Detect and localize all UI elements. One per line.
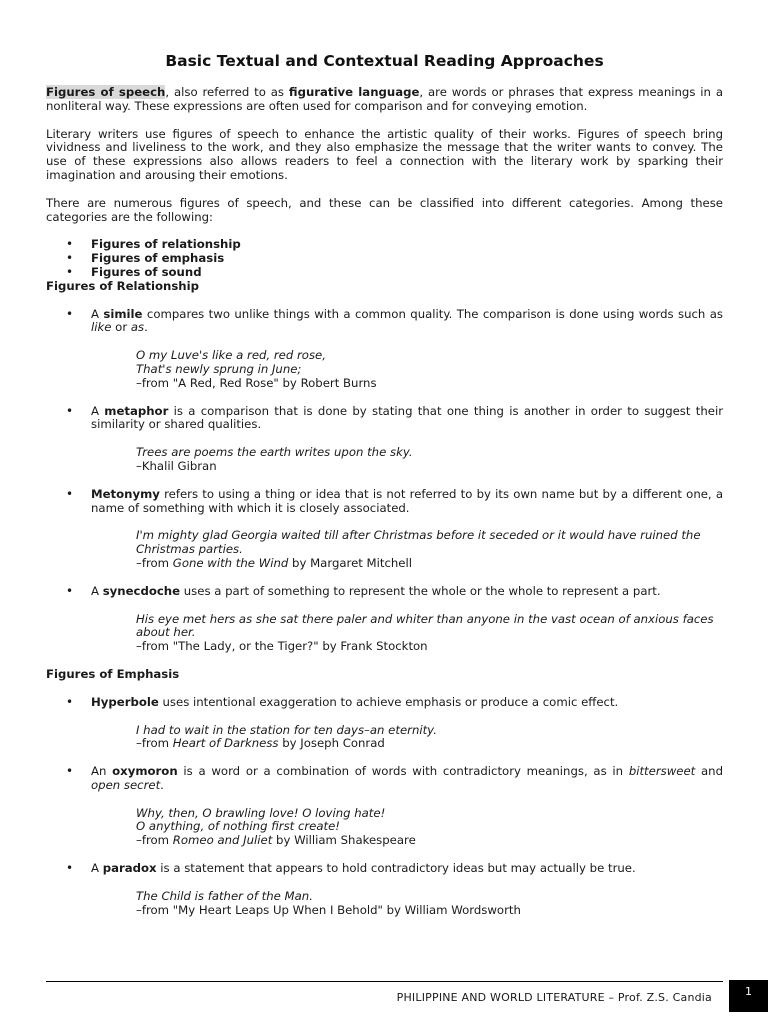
footer-divider xyxy=(46,981,723,982)
list-item: • Figures of sound xyxy=(46,266,723,280)
quote-source: –from "My Heart Leaps Up When I Behold" by William Wordsworth xyxy=(136,902,521,917)
page-number: 1 xyxy=(745,985,752,998)
example-quote: I'm mighty glad Georgia waited till after Christmas before it seceded or it would have ruined the Christmas parties. –from Gone with the Wind by Margaret Mitchell xyxy=(91,529,723,570)
list-item-metaphor: • A metaphor is a comparison that is done by stating that one thing is another in order to suggest their similarity or shared qualities. Trees are poems the earth writes upon the sky. –Khalil Gibran xyxy=(46,405,723,474)
quote-source: –from Gone with the Wind by Margaret Mitchell xyxy=(136,555,412,570)
list-item-paradox: • A paradox is a statement that appears to hold contradictory ideas but may actually be true. The Child is father of the Man. –from "My Heart Leaps Up When I Behold" by William Wordsworth xyxy=(46,862,723,917)
term-figures-of-speech: Figures of speech xyxy=(46,85,166,99)
example-quote: His eye met hers as she sat there paler and whiter than anyone in the vast ocean of anxious faces about her. –from "The Lady, or the Tiger?" by Frank Stockton xyxy=(91,613,723,654)
page-content xyxy=(46,52,723,931)
list-item-simile: • A simile compares two unlike things with a common quality. The comparison is done using words such as like or as. O my Luve's like a red, red rose, That's newly sprung in June; –from "A Red, Red Rose" by Robert Burns xyxy=(46,308,723,391)
section-heading-relationship: Figures of Relationship xyxy=(46,278,199,293)
list-item-hyperbole: • Hyperbole uses intentional exaggeration to achieve emphasis or produce a comic effect. I had to wait in the station for ten days–an eternity. –from Heart of Darkness by Joseph Conrad xyxy=(46,696,723,751)
page-title: Basic Textual and Contextual Reading Approaches xyxy=(165,52,604,70)
term-figurative-language: figurative language xyxy=(288,85,420,99)
list-item-metonymy: • Metonymy refers to using a thing or idea that is not referred to by its own name but by a different one, a name of something with which it is closely associated. I'm mighty glad Georgia waited till after Christmas before it seceded or it would have ruined the Christmas parties. –from Gone with the Wind by Margaret Mitchell xyxy=(46,488,723,571)
quote-source: –from Heart of Darkness by Joseph Conrad xyxy=(136,736,385,751)
example-quote: O my Luve's like a red, red rose, That's newly sprung in June; –from "A Red, Red Rose" by Robert Burns xyxy=(91,349,723,390)
category-list xyxy=(46,238,723,279)
footer-text: PHILIPPINE AND WORLD LITERATURE – Prof. Z.S. Candia xyxy=(396,991,712,1004)
intro-paragraph-1: Figures of speech, also referred to as figurative language, are words or phrases that express meanings in a nonliteral way. These expressions are often used for comparison and for conveying emotion. xyxy=(46,85,723,113)
example-quote: The Child is father of the Man. –from "My Heart Leaps Up When I Behold" by William Wordsworth xyxy=(91,890,723,918)
list-item-oxymoron: • An oxymoron is a word or a combination of words with contradictory meanings, as in bittersweet and open secret. Why, then, O brawling love! O loving hate! O anything, of nothing first create! –from Romeo and Juliet by William Shakespeare xyxy=(46,765,723,848)
example-quote: Why, then, O brawling love! O loving hate! O anything, of nothing first create! –from Romeo and Juliet by William Shakespeare xyxy=(91,807,723,848)
list-item: • Figures of relationship xyxy=(46,238,723,252)
relationship-list xyxy=(46,308,723,654)
example-quote: I had to wait in the station for ten days–an eternity. –from Heart of Darkness by Joseph Conrad xyxy=(91,724,723,752)
quote-source: –Khalil Gibran xyxy=(136,458,217,473)
page-number-box xyxy=(729,980,768,1012)
section-heading-emphasis: Figures of Emphasis xyxy=(46,666,180,681)
quote-source: –from "A Red, Red Rose" by Robert Burns xyxy=(136,375,377,390)
intro-paragraph-3: There are numerous figures of speech, and these can be classified into different categories. Among these categories are the following: xyxy=(46,195,723,224)
intro-paragraph-2: Literary writers use figures of speech to enhance the artistic quality of their works. Figures of speech bring vividness and liveliness to the work, and they also emphasize the message that the writer wants to convey. The use of these expressions also allows readers to feel a connection with the literary work by sparking their imagination and arousing their emotions. xyxy=(46,126,723,182)
list-item: • Figures of emphasis xyxy=(46,252,723,266)
quote-source: –from Romeo and Juliet by William Shakespeare xyxy=(136,833,416,848)
quote-source: –from "The Lady, or the Tiger?" by Frank Stockton xyxy=(136,639,428,654)
list-item-synecdoche: • A synecdoche uses a part of something to represent the whole or the whole to represent a part. His eye met hers as she sat there paler and whiter than anyone in the vast ocean of anxious faces about her. –from "The Lady, or the Tiger?" by Frank Stockton xyxy=(46,585,723,654)
example-quote: Trees are poems the earth writes upon the sky. –Khalil Gibran xyxy=(91,446,723,474)
emphasis-list xyxy=(46,696,723,918)
